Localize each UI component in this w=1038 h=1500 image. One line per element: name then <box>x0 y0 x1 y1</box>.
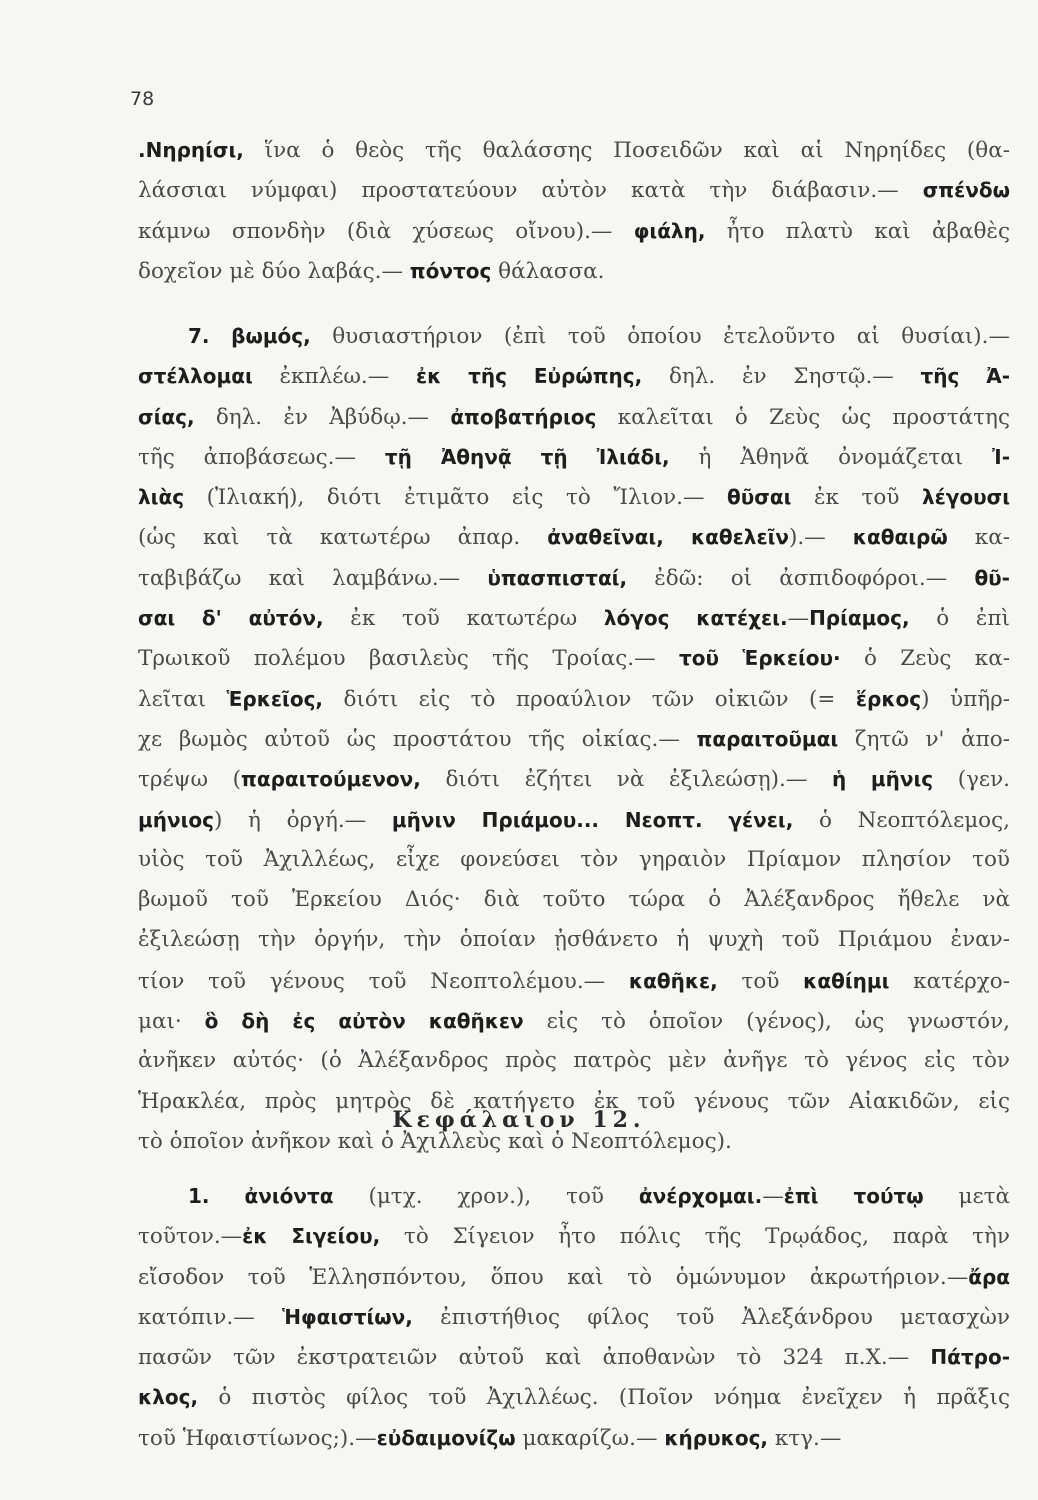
gloss-text: ).— <box>789 525 853 551</box>
gloss-text: πασῶν τῶν ἐκστρατειῶν αὐτοῦ καὶ ἀποθανὼν τὸ 324 π.Χ.— <box>138 1345 931 1371</box>
bold-term: ὃ δὴ ἐς αὐτὸν καθῆκεν <box>204 1009 524 1034</box>
bold-term: 1. ἀνιόντα <box>188 1184 334 1208</box>
text-line <box>138 679 1010 719</box>
bold-term: φιάλη, <box>633 218 706 243</box>
gloss-text: ἀνῆκεν αὐτός· (ὁ Ἀλέξανδρος πρὸς πατρὸς μὲν ἀνῆγε τὸ γένος εἰς τὸν <box>138 1048 1010 1074</box>
text-line <box>138 211 1010 251</box>
bold-term: μήνιος <box>138 807 214 832</box>
gloss-text: θάλασσα. <box>491 258 605 284</box>
gloss-text: τῆς ἀποβάσεως.— <box>138 444 385 470</box>
gloss-text: (ὡς καὶ τὰ κατωτέρω ἀπαρ. <box>138 525 548 551</box>
text-line <box>138 437 1010 477</box>
text-line <box>138 598 1010 638</box>
text-line <box>138 1176 1010 1216</box>
gloss-text: ὁ Νεοπτόλεμος, <box>793 807 1011 833</box>
bold-term: λέγουσι <box>921 485 1010 510</box>
text-line <box>138 719 1010 759</box>
bold-term: ἕρκος <box>855 686 922 711</box>
gloss-text: ὁ πιστὸς φίλος τοῦ Ἀχιλλέως. (Ποῖον νόημα ἐνεῖχεν ἡ πρᾶξις <box>198 1385 1010 1411</box>
bold-term: Πάτρο- <box>930 1345 1010 1370</box>
gloss-text: (Ἰλιακή), διότι ἐτιμᾶτο εἰς τὸ Ἴλιον.— <box>184 485 728 511</box>
text-line <box>138 397 1010 437</box>
bold-term: ἐκ Σιγείου, <box>242 1224 381 1249</box>
bold-term: τῇ Ἀθηνᾷ τῇ Ἰλιάδι, <box>384 444 670 469</box>
bold-term: λόγος κατέχει. <box>603 606 788 631</box>
gloss-text: κτγ.— <box>768 1425 842 1451</box>
gloss-text: ἐπιστήθιος φίλος τοῦ Ἀλεξάνδρου μετασχὼν <box>412 1304 1010 1330</box>
gloss-text: τοῦ <box>717 968 804 994</box>
text-line <box>138 638 1010 678</box>
gloss-text: μαι· <box>138 1009 205 1035</box>
paragraph-section-1 <box>138 1176 1010 1458</box>
bold-term: λιὰς <box>138 485 185 510</box>
gloss-text: εἴσοδον τοῦ Ἑλλησπόντου, ὅπου καὶ τὸ ὁμώνυμον ἀκρωτήριον.— <box>138 1264 969 1290</box>
gloss-text: διότι εἰς τὸ προαύλιον τῶν οἰκιῶν (= <box>323 686 856 712</box>
text-line <box>138 316 1010 356</box>
text-line <box>138 558 1010 598</box>
chapter-heading: Κεφάλαιον 12. <box>392 1107 646 1133</box>
bold-term: θῦ- <box>974 565 1010 590</box>
bold-term: κήρυκος, <box>664 1425 769 1450</box>
gloss-text: κάμνω σπονδὴν (διὰ χύσεως οἴνου).— <box>138 218 634 244</box>
bold-term: Ἡφαιστίων, <box>281 1304 413 1329</box>
gloss-text: τοῦ Ἡφαιστίωνος;).— <box>138 1425 377 1451</box>
bold-term: κλος, <box>138 1385 199 1410</box>
text-line <box>138 1257 1010 1297</box>
bold-term: θῦσαι <box>727 485 792 510</box>
gloss-text: χε βωμὸς αὐτοῦ ὡς προστάτου τῆς οἰκίας.— <box>138 726 697 752</box>
gloss-text: κατέρχο- <box>889 968 1011 994</box>
gloss-text: ) ὑπῆρ- <box>921 686 1010 712</box>
bold-term: σίας, <box>138 404 195 429</box>
bold-term: εὐδαιμονίζω <box>376 1425 516 1450</box>
text-line <box>138 880 1010 920</box>
gloss-text: μακαρίζω.— <box>515 1425 665 1451</box>
gloss-text: ἐκπλέω.— <box>252 364 416 390</box>
gloss-text: υἱὸς τοῦ Ἀχιλλέως, εἶχε φονεύσει τὸν γηραιὸν Πρίαμον πλησίον τοῦ <box>138 846 1010 872</box>
bold-term: τοῦ Ἑρκείου· <box>678 646 841 671</box>
gloss-text: κατόπιν.— <box>138 1304 282 1330</box>
gloss-text: ἐδῶ: οἱ ἀσπιδοφόροι.— <box>627 565 975 591</box>
gloss-text: ὁ Ζεὺς κα- <box>840 646 1011 672</box>
bold-term: Ἰ- <box>992 444 1010 469</box>
gloss-text: (γεν. <box>933 767 1010 793</box>
text-line <box>138 477 1010 517</box>
gloss-text: διότι ἐζήτει νὰ ἐξιλεώσῃ).— <box>420 767 832 793</box>
gloss-text: λάσσιαι νύμφαι) προστατεύουν αὐτὸν κατὰ τὴν διάβασιν.— <box>138 178 923 204</box>
text-line <box>138 170 1010 210</box>
gloss-text: εἰς τὸ ὁποῖον (γένος), ὡς γνωστόν, <box>523 1009 1011 1035</box>
bold-term: σαι δ' αὐτόν, <box>138 606 324 631</box>
gloss-text: δηλ. ἐν Σηστῷ.— <box>642 364 921 390</box>
bold-term: καθαιρῶ <box>852 525 948 550</box>
bold-term: 7. βωμός, <box>188 324 311 348</box>
text-line <box>138 840 1010 880</box>
gloss-text: δηλ. ἐν Ἀβύδῳ.— <box>194 404 451 430</box>
gloss-text: ἐξιλεώσῃ τὴν ὀργήν, τὴν ὁποίαν ᾐσθάνετο ἡ ψυχὴ τοῦ Πριάμου ἐναν- <box>138 927 1010 953</box>
text-line <box>138 517 1010 557</box>
gloss-text: Ἡρακλέα, πρὸς μητρὸς δὲ κατήγετο ἐκ τοῦ γένους τῶν Αἰακιδῶν, εἰς <box>138 1088 1010 1114</box>
text-line <box>138 961 1010 1001</box>
bold-term: τῆς Ἀ- <box>920 364 1010 389</box>
text-line <box>138 1418 1010 1458</box>
bold-term: παραιτούμενον, <box>241 767 421 792</box>
bold-term: καθίημι <box>803 968 890 993</box>
gloss-text: τοῦτον.— <box>138 1224 243 1250</box>
gloss-text: κα- <box>947 525 1010 551</box>
bold-term: ὑπασπισταί, <box>487 565 628 590</box>
text-line <box>138 1216 1010 1256</box>
gloss-text: βωμοῦ τοῦ Ἑρκείου Διός· διὰ τοῦτο τώρα ὁ Ἀλέξανδρος ἤθελε νὰ <box>138 887 1010 913</box>
gloss-text: — <box>762 1184 784 1209</box>
text-line <box>138 800 1010 840</box>
bold-term: ἀναθεῖναι, καθελεῖν <box>547 525 789 550</box>
gloss-text: (μτχ. χρον.), τοῦ <box>333 1184 639 1209</box>
gloss-text: λεῖται <box>138 686 227 712</box>
gloss-text: ἡ Ἀθηνᾶ ὀνομάζεται <box>669 444 993 470</box>
bold-term: ἀποβατήριος <box>450 404 597 429</box>
text-line <box>138 1377 1010 1417</box>
gloss-text: ) ἡ ὀργή.— <box>213 807 392 833</box>
bold-term: Ἑρκεῖος, <box>226 686 324 711</box>
bold-term: ἐκ τῆς Εὐρώπης, <box>415 364 643 389</box>
gloss-text: ταβιβάζω καὶ λαμβάνω.— <box>138 565 488 591</box>
gloss-text: τὸ Σίγειον ἦτο πόλις τῆς Τρῳάδος, παρὰ τὴν <box>380 1224 1011 1250</box>
text-line <box>138 920 1010 960</box>
bold-term: μῆνιν Πριάμου... Νεοπτ. γένει, <box>391 807 794 832</box>
bold-term: ἄρα <box>968 1264 1010 1289</box>
gloss-text: Τρωικοῦ πολέμου βασιλεὺς τῆς Τροίας.— <box>138 646 679 672</box>
gloss-text: καλεῖται ὁ Ζεὺς ὡς προστάτης <box>596 404 1010 430</box>
text-line <box>138 759 1010 799</box>
text-line <box>138 356 1010 396</box>
text-line <box>138 251 1010 291</box>
bold-term: καθῆκε, <box>628 968 718 993</box>
bold-term: ἡ μῆνις <box>831 767 934 792</box>
gloss-text: ἐκ τοῦ κατωτέρω <box>323 606 604 632</box>
gloss-text: μετὰ <box>923 1184 1011 1209</box>
page-number: 78 <box>130 88 155 110</box>
gloss-text: τρέψω ( <box>138 767 242 793</box>
bold-term: στέλλομαι <box>138 364 253 389</box>
gloss-text: ὁ ἐπὶ <box>909 606 1010 632</box>
gloss-text: τὸ ὁποῖον ἀνῆκον καὶ ὁ Ἀχιλλεὺς καὶ ὁ Νεοπτόλεμος). <box>138 1128 732 1154</box>
text-line <box>138 1337 1010 1377</box>
gloss-text: ἦτο πλατὺ καὶ ἀβαθὲς <box>705 218 1010 244</box>
bold-term: πόντος <box>409 258 492 283</box>
paragraph-continued <box>138 130 1010 291</box>
bold-term: σπένδω <box>922 178 1010 203</box>
gloss-text: — <box>787 606 810 632</box>
bold-term: παραιτοῦμαι <box>696 726 839 751</box>
gloss-text: θυσιαστήριον (ἐπὶ τοῦ ὁποίου ἐτελοῦντο αἱ θυσίαι).— <box>310 324 1010 349</box>
gloss-text: ἐκ τοῦ <box>791 485 922 511</box>
bold-term: ἐπὶ τούτῳ <box>783 1184 924 1208</box>
text-line <box>138 1297 1010 1337</box>
gloss-text: τίον τοῦ γένους τοῦ Νεοπτολέμου.— <box>138 968 629 994</box>
bold-term: ἀνέρχομαι. <box>638 1184 763 1208</box>
gloss-text: ζητῶ ν' ἀπο- <box>838 726 1010 752</box>
gloss-text: ἵνα ὁ θεὸς τῆς θαλάσσης Ποσειδῶν καὶ αἱ Νηρηίδες (θα- <box>243 138 1010 163</box>
paragraph-section-7 <box>138 316 1010 1162</box>
text-line <box>138 1001 1010 1041</box>
bold-term: Πρίαμος, <box>809 606 910 631</box>
bold-term: .Νηρηίσι, <box>138 138 244 162</box>
text-line <box>138 1041 1010 1081</box>
text-line <box>138 130 1010 170</box>
gloss-text: δοχεῖον μὲ δύο λαβάς.— <box>138 258 410 284</box>
